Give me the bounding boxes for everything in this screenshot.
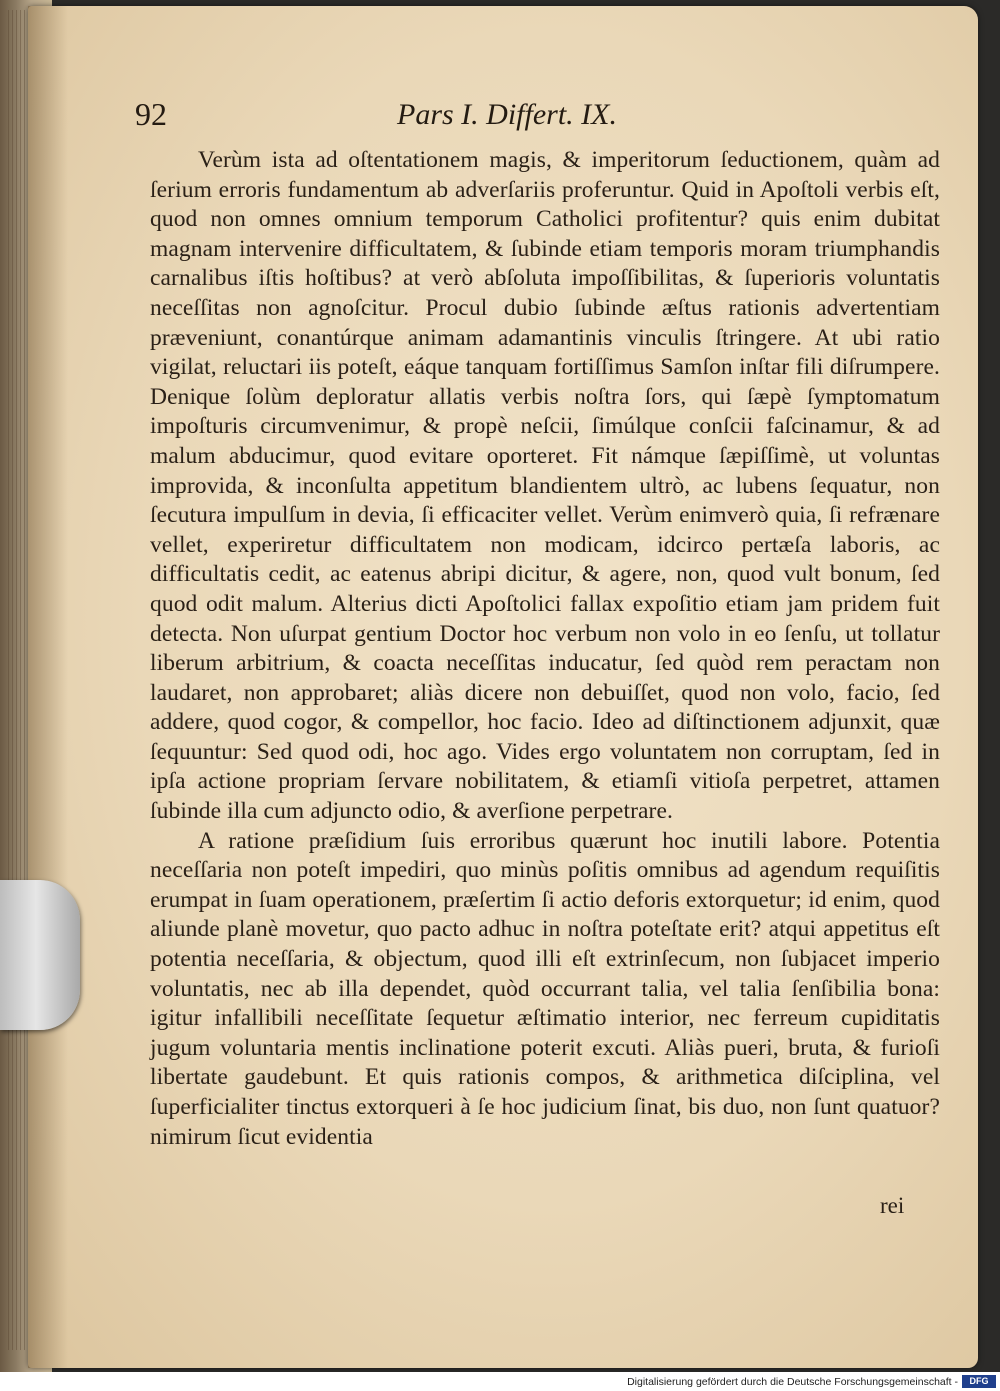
paragraph-1: Verùm ista ad oſtentationem magis, & imperitorum ſeductionem, quàm ad ſerium erroris fundamentum ab adverſariis proferuntur. Quid in Apoſtoli verbis eſt, quod non omnes omnium temporum Catholici profitentur? quis enim dubitat magnam intervenire difficultatem, & ſubinde etiam temporis moram triumphandis carnalibus iſtis hoſtibus? at verò abſoluta impoſſibilitas, & ſuperioris voluntatis neceſſitas non agnoſcitur. Procul dubio ſubinde æſtus rationis advertentiam præveniunt, conantúrque animam adamantinis vinculis ſtringere. At ubi ratio vigilat, reluctari iis poteſt, eáque tanquam fortiſſimus Samſon inſtar fili diſrumpere. Denique ſolùm deploratur allatis verbis noſtra ſors, qui ſæpè ſymptomatum impoſturis circumvenimur, & propè neſcii, ſimúlque conſcii faſcinamur, & ad malum abducimur, quod evitare oporteret. Fit námque ſæpiſſimè, ut voluntas improvida, & inconſulta appetitum blandientem ultrò, ac lubens ſequatur, non ſecutura impulſum in devia, ſi efficaciter vellet. Verùm enimverò quia, ſi refrænare vellet, experiretur difficultatem non modicam, idcirco pertæſa laboris, ac difficultatis cedit, ac eatenus abripi dicitur, & agere, non, quod vult bonum, ſed quod odit malum. Alterius dicti Apoſtolici fallax expoſitio etiam jam pridem fuit detecta. Non uſurpat gentium Doctor hoc verbum non volo in eo ſenſu, ut tollatur liberum arbitrium, & coacta neceſſitas inducatur, ſed quòd rem peractam non laudaret, non approbaret; aliàs dicere non debuiſſet, quod non volo, facio, ſed addere, quod cogor, & compellor, hoc facio. Ideo ad diſtinctionem adjunxit, quæ ſequuntur: Sed quod odi, hoc ago. Vides ergo voluntatem non corruptam, ſed in ipſa actione propriam ſervare nobilitatem, & etiamſi vitioſa perpetret, attamen ſubinde illa cum adjuncto odio, & averſione perpetrare. xyxy=(150,147,940,825)
page-number: 92 xyxy=(135,96,167,132)
body-text xyxy=(150,146,940,1152)
gutter-shadow xyxy=(28,6,68,1368)
digitization-footer xyxy=(0,1372,1000,1391)
catchword: rei xyxy=(880,1193,905,1218)
dfg-logo: DFG xyxy=(962,1375,996,1388)
running-title: Pars I. Differt. IX. xyxy=(397,98,617,131)
page-clip xyxy=(0,880,80,1030)
footer-credit: Digitalisierung gefördert durch die Deutsche Forschungsgemeinschaft - xyxy=(627,1376,958,1388)
running-head xyxy=(135,96,695,136)
paragraph-2: A ratione præſidium ſuis erroribus quærunt hoc inutili labore. Potentia neceſſaria non poteſt impediri, quo minùs poſitis omnibus ad agendum requiſitis erumpat in ſuam operationem, præſertim ſi actio deforis extorquetur; id enim, quod aliunde planè movetur, quo pacto adhuc in noſtra poteſtate erit? atqui appetitus eſt potentia neceſſaria, & objectum, quod illi eſt extrinſecum, non ſubjacet imperio voluntatis, nec ab illa dependet, quòd occurrant talia, vel talia ſenſibilia bona: igitur infallibili neceſſitate ſequetur æſtimatio interior, nec ferreum cupiditatis jugum voluntaria mentis inclinatione poterit excuti. Aliàs pueri, bruta, & furioſi libertate gaudebunt. Et quis rationis compos, & arithmetica diſciplina, vel ſuperficialiter tinctus extorqueri à ſe hoc judicium ſinat, bis duo, non ſunt quatuor? nimirum ſicut evidentia xyxy=(150,827,940,1150)
